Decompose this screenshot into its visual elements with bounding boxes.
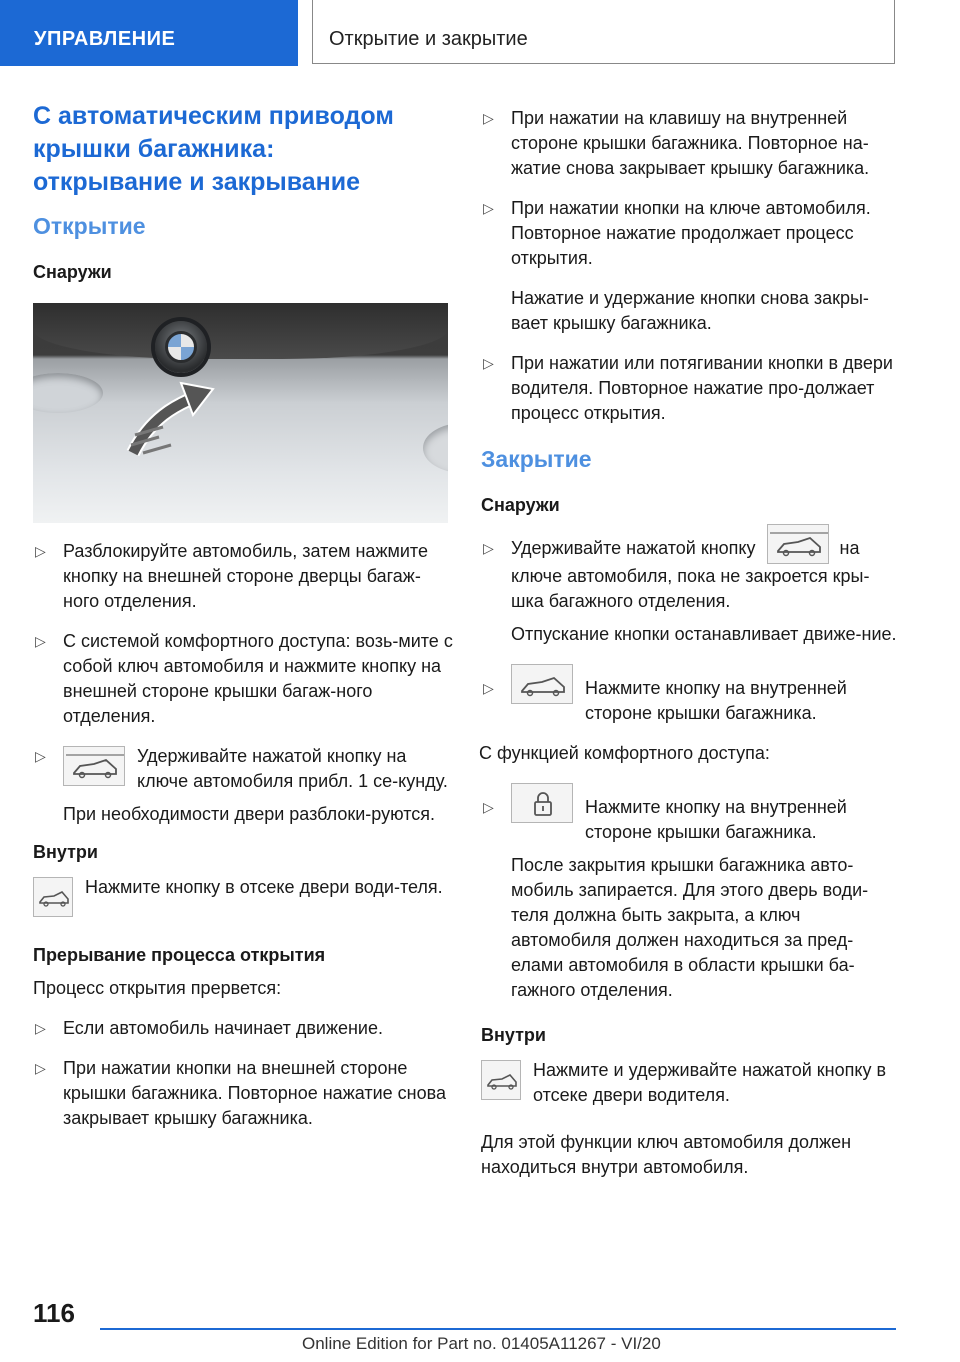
title-line-1: С автоматическим приводом: [33, 102, 394, 130]
car-tailgate-icon: [511, 664, 573, 704]
triangle-right-icon: ▷: [483, 355, 494, 371]
list-item: ▷ Удерживайте нажатой кнопку на ключе автомобиля прибл. 1 се-кунду.: [35, 746, 448, 791]
page-number: 116: [33, 1298, 75, 1328]
note: После закрытия крышки багажника авто-мобиль запирается. Для этого дверь води-теля должна быть закрыта, а ключ автомобиля должен находиться за пред-елами автомобиля в области крышки ба-гажного отделения.: [511, 855, 869, 1000]
right-column: [481, 106, 901, 1195]
note: Нажатие и удержание кнопки снова закры-вает крышку багажника.: [511, 288, 869, 333]
outside-heading: Снаружи: [33, 262, 112, 282]
car-tailgate-icon: [481, 1060, 521, 1100]
list-item: ▷ Если автомобиль начинает движение.: [33, 1016, 453, 1041]
inside-text: Нажмите и удерживайте нажатой кнопку в отсеке двери водителя.: [481, 1058, 901, 1108]
triangle-right-icon: ▷: [483, 110, 494, 126]
triangle-right-icon: ▷: [483, 200, 494, 216]
lock-icon: [511, 783, 573, 823]
title-line-2: крышки багажника:: [33, 135, 275, 163]
car-tailgate-icon: [33, 877, 73, 917]
triangle-right-icon: ▷: [35, 1060, 46, 1076]
comfort-intro: С функцией комфортного доступа:: [479, 743, 770, 763]
chapter-title: Открытие и закрытие: [312, 0, 895, 64]
triangle-right-icon: ▷: [483, 799, 494, 815]
inside-text: Нажмите кнопку в отсеке двери води-теля.: [33, 875, 453, 921]
footer-rule: [100, 1328, 896, 1330]
page-title: [33, 100, 453, 199]
note: Отпускание кнопки останавливает движе-ние.: [511, 624, 897, 644]
triangle-right-icon: ▷: [483, 540, 494, 556]
car-tailgate-icon: [63, 746, 125, 786]
page-header: [0, 0, 960, 66]
press-arrow-icon: [33, 303, 448, 523]
list-item: ▷ Нажмите кнопку на внутренней стороне крышки багажника.: [481, 781, 901, 845]
inside-heading: Внутри: [33, 842, 98, 862]
triangle-right-icon: ▷: [35, 748, 46, 764]
triangle-right-icon: ▷: [35, 633, 46, 649]
list-item: ▷ Разблокируйте автомобиль, затем нажмите кнопку на внешней стороне дверцы багаж-ного отделения.: [35, 541, 428, 611]
interrupt-intro: Процесс открытия прервется:: [33, 978, 282, 998]
tailgate-button-photo: [33, 303, 448, 523]
edition-label: Online Edition for Part no. 01405A11267 - VI/20: [302, 1334, 661, 1353]
note: При необходимости двери разблоки-руются.: [63, 804, 435, 824]
list-item: ▷ Удерживайте нажатой кнопку на ключе автомобиля, пока не закроется кры-шка багажного отделения.: [481, 536, 901, 614]
list-item: ▷ При нажатии или потягивании кнопки в двери водителя. Повторное нажатие про-должает процесс открытия.: [483, 353, 893, 423]
title-line-3: открывание и закрывание: [33, 168, 361, 196]
list-item: ▷ При нажатии кнопки на внешней стороне крышки багажника. Повторное нажатие снова закрывает крышку багажника.: [35, 1058, 446, 1128]
inside-heading: Внутри: [481, 1025, 546, 1045]
car-tailgate-icon: [767, 524, 829, 564]
closing-heading: Закрытие: [481, 446, 592, 472]
triangle-right-icon: ▷: [35, 1020, 46, 1036]
outside-heading: Снаружи: [481, 495, 560, 515]
left-column: [33, 100, 453, 1146]
list-item: ▷ С системой комфортного доступа: возь-мите с собой ключ автомобиля и нажмите кнопку на внешней стороне крышки багаж-ного отделения.: [35, 631, 453, 726]
section-tab: УПРАВЛЕНИЕ: [0, 0, 298, 66]
list-item: ▷ Нажмите кнопку на внутренней стороне крышки багажника.: [481, 662, 901, 726]
list-item: ▷ При нажатии кнопки на ключе автомобиля. Повторное нажатие продолжает процесс открытия.: [483, 198, 871, 268]
list-item: ▷ При нажатии на клавишу на внутренней стороне крышки багажника. Повторное на-жатие снова закрывает крышку багажника.: [483, 108, 870, 178]
triangle-right-icon: ▷: [35, 543, 46, 559]
opening-heading: Открытие: [33, 213, 146, 239]
interrupt-heading: Прерывание процесса открытия: [33, 945, 326, 965]
triangle-right-icon: ▷: [483, 680, 494, 696]
final-note: Для этой функции ключ автомобиля должен находиться внутри автомобиля.: [481, 1132, 852, 1177]
